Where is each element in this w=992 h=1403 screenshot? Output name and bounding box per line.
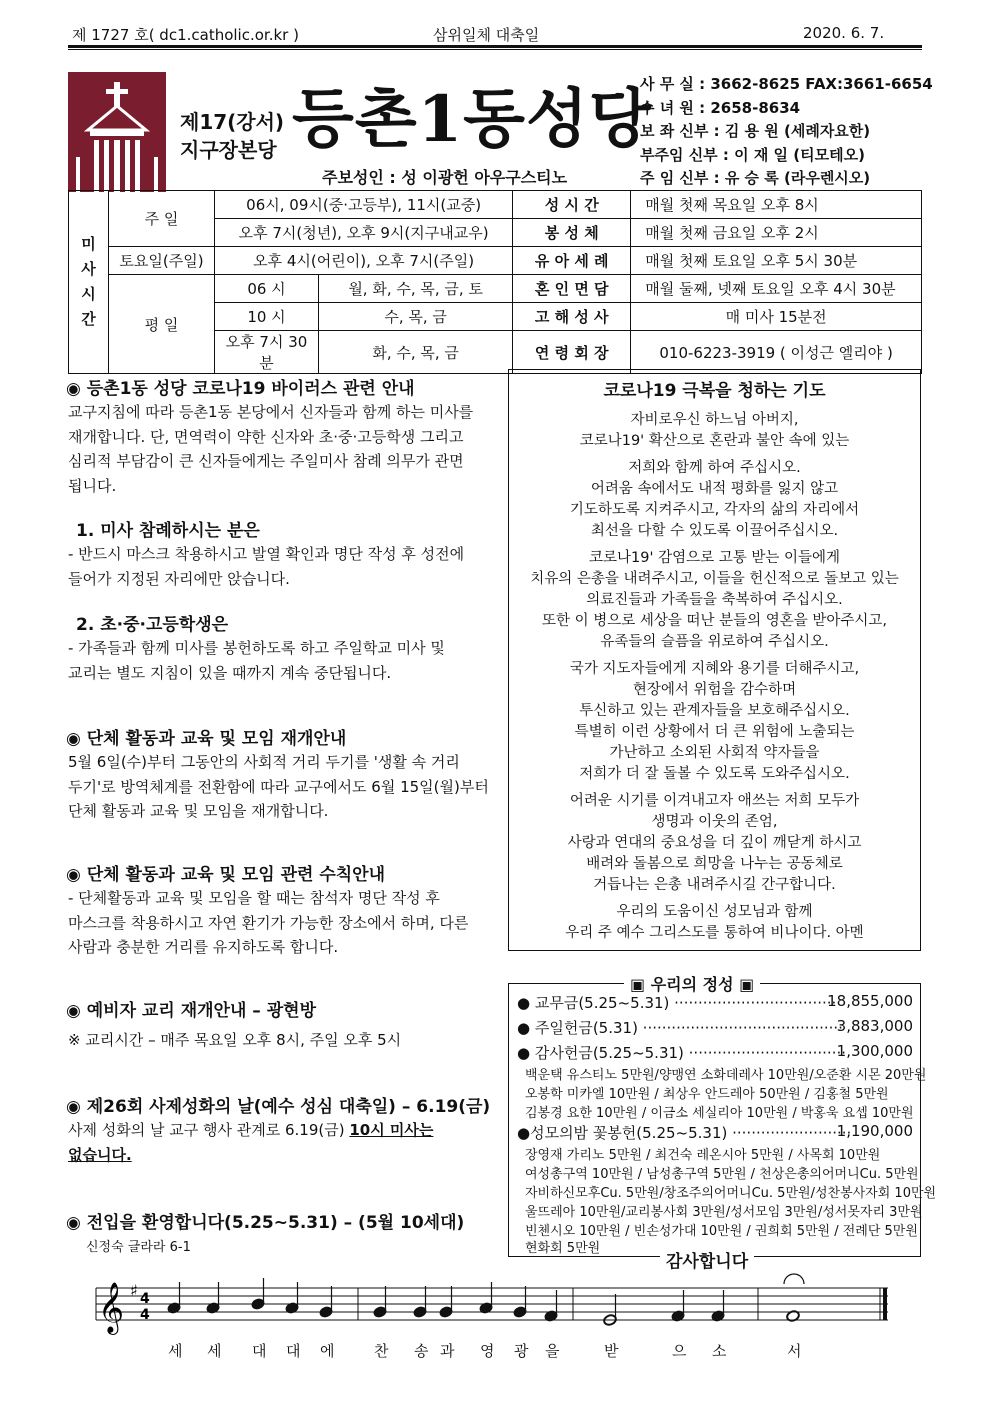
lyric-syllable: 과 xyxy=(440,1342,455,1360)
mass-time-label: 미 사 시 간 xyxy=(69,191,109,374)
saturday-label: 토요일(주일) xyxy=(109,247,215,275)
lyric-syllable: 송 xyxy=(414,1342,429,1360)
service-name: 고 해 성 사 xyxy=(513,303,631,331)
prayer-line: 코로나19' 확산으로 혼란과 불안 속에 있는 xyxy=(579,433,850,449)
service-detail: 매월 첫째 금요일 오후 2시 xyxy=(631,219,922,247)
lyric-syllable: 대 xyxy=(252,1342,267,1360)
feast-name: 삼위일체 대축일 xyxy=(433,26,540,44)
saturday-times: 오후 4시(어린이), 오후 7시(주일) xyxy=(215,247,513,275)
welcome-title: ◉ 전입을 환영합니다(5.25~5.31) – (5월 10세대) xyxy=(66,1213,465,1233)
rules-notice-title: ◉ 단체 활동과 교육 및 모임 관련 수칙안내 xyxy=(66,865,386,885)
prayer-line: 코로나19' 감염으로 고통 받는 이들에게 xyxy=(589,550,840,566)
catechumen-body: ※ 교리시간 – 매주 목요일 오후 8시, 주일 오후 5시 xyxy=(68,1031,402,1049)
issue-header xyxy=(68,22,922,46)
item2-body: - 가족들과 함께 미사를 봉헌하도록 하고 주일학교 미사 및 교리는 별도 지침이 있을 때까지 계속 중단됩니다. xyxy=(68,639,445,682)
flower-offering-detail: 빈첸시오 10만원 / 빈손성가대 10만원 / 권희회 5만원 / 전례단 5만원 xyxy=(525,1224,918,1239)
pastor: 주 임 신부 : 유 승 록 (라우렌시오) xyxy=(640,169,871,187)
service-name: 유 아 세 례 xyxy=(513,247,631,275)
assistant-priest: 보 좌 신부 : 김 용 원 (세례자요한) xyxy=(640,122,871,140)
fermata-icon xyxy=(784,1274,804,1284)
contact-info xyxy=(640,73,933,191)
lyric-syllable: 찬 xyxy=(374,1342,389,1360)
weekday-days: 화, 수, 목, 금 xyxy=(319,331,513,374)
svg-text:4: 4 xyxy=(140,1307,150,1323)
item1-title: 1. 미사 참례하시는 분은 xyxy=(76,521,260,541)
sharp-icon: ♯ xyxy=(130,1281,138,1300)
corona-notice-body: 교구지침에 따라 등촌1동 본당에서 신자들과 함께 하는 미사를 재개합니다. 단, 면역력이 약한 신자와 초·중·고등학생 그리고 심리적 부담감이 큰 신자들에게는 주일미사 참례 의무가 관면 됩니다. xyxy=(68,403,474,495)
welcome-body: 신정숙 글라라 6-1 xyxy=(86,1240,191,1255)
prayer-line: 어려운 시기를 이겨내고자 애쓰는 저희 모두가 xyxy=(569,793,860,809)
rules-notice-body: - 단체활동과 교육 및 모임을 할 때는 참석자 명단 작성 후 마스크를 착용하시고 자연 환기가 가능한 장소에서 하며, 다른 사람과 충분한 거리를 유지하도록 합니다. xyxy=(68,889,469,956)
prayer-line: 어려움 속에서도 내적 평화를 잃지 않고 xyxy=(590,481,839,497)
service-detail: 매월 첫째 토요일 오후 5시 30분 xyxy=(631,247,922,275)
weekday-days: 월, 화, 수, 목, 금, 토 xyxy=(319,275,513,303)
weekday-label: 평 일 xyxy=(109,275,215,374)
patron-saint: 주보성인 : 성 이광헌 아우구스티노 xyxy=(322,168,568,187)
header-rule-thin xyxy=(68,49,922,50)
lyric-syllable: 세 xyxy=(168,1342,183,1360)
lyric-syllable: 소 xyxy=(712,1342,727,1360)
mass-schedule-table xyxy=(68,190,922,374)
prayer-line: 거듭나는 은총 내려주시길 간구합니다. xyxy=(593,877,836,893)
priest-day-body: 사제 성화의 날 교구 행사 관계로 6.19(금) 10시 미사는 없습니다. xyxy=(68,1121,434,1164)
treble-clef-icon: 𝄞 xyxy=(98,1282,125,1333)
weekday-days: 수, 목, 금 xyxy=(319,303,513,331)
service-detail: 매월 첫째 목요일 오후 8시 xyxy=(631,191,922,219)
service-name: 혼 인 면 담 xyxy=(513,275,631,303)
offering-row: ● 주일헌금(5.31) ·········································· 3,883,000 xyxy=(517,1017,913,1037)
header-rule xyxy=(68,45,922,48)
lyric-syllable: 영 xyxy=(480,1342,495,1360)
prayer-line: 기도하도록 지켜주시고, 각자의 삶의 자리에서 xyxy=(569,502,860,518)
prayer-line: 유족들의 슬픔을 위로하여 주십시오. xyxy=(600,634,829,650)
prayer-line: 투신하고 있는 관계자들을 보호해주십시오. xyxy=(579,703,850,719)
offering-row: ● 감사헌금(5.25~5.31) ································· 1,300,000 xyxy=(517,1042,913,1062)
flower-offering-detail: 현화회 5만원 xyxy=(525,1241,601,1256)
church-name: 등촌1동성당 xyxy=(292,82,652,157)
prayer-line: 특별히 이런 상황에서 더 큰 위험에 노출되는 xyxy=(574,724,855,740)
music-staff-svg xyxy=(68,1270,922,1380)
district-label: 제17(강서) 지구장본당 xyxy=(180,110,285,162)
prayer-line: 치유의 은총을 내려주시고, 이들을 헌신적으로 돌보고 있는 xyxy=(530,571,899,587)
prayer-line: 최선을 다할 수 있도록 이끌어주십시오. xyxy=(590,523,839,539)
thanks-offering-detail: 백운택 유스티노 5만원/양맹연 소화데레사 10만원/오준환 시몬 20만원 xyxy=(525,1068,927,1083)
church-logo xyxy=(68,72,166,192)
catechumen-title: ◉ 예비자 교리 재개안내 – 광현방 xyxy=(66,1001,316,1021)
vice-priest: 부주임 신부 : 이 재 일 (티모테오) xyxy=(640,145,865,164)
prayer-line: 우리의 도움이신 성모님과 함께 xyxy=(616,904,813,920)
lyric-syllable: 서 xyxy=(787,1342,802,1360)
service-name: 봉 성 체 xyxy=(513,219,631,247)
thanks-offering-detail: 오봉학 미카엘 10만원 / 최상우 안드레아 50만원 / 김홍철 5만원 xyxy=(525,1087,889,1102)
music-staff xyxy=(68,1270,922,1380)
service-detail: 010-6223-3919 ( 이성근 엘리야 ) xyxy=(631,331,922,374)
prayer-line: 또한 이 병으로 세상을 떠난 분들의 영혼을 받아주시고, xyxy=(541,613,888,629)
sunday-times-2: 오후 7시(청년), 오후 9시(지구내교우) xyxy=(215,219,513,247)
weekday-time: 오후 7시 30분 xyxy=(215,331,319,374)
prayer-line: 현장에서 위험을 감수하며 xyxy=(632,682,797,698)
lyric-syllable: 대 xyxy=(286,1342,301,1360)
prayer-title: 코로나19 극복을 청하는 기도 xyxy=(603,381,826,401)
group-notice-title: ◉ 단체 활동과 교육 및 모임 재개안내 xyxy=(66,729,347,749)
prayer-line: 우리 주 예수 그리스도를 통하여 비나이다. 아멘 xyxy=(565,925,864,941)
service-detail: 매월 둘째, 넷째 토요일 오후 4시 30분 xyxy=(631,275,922,303)
weekday-time: 10 시 xyxy=(215,303,319,331)
prayer-line: 의료진들과 가족들을 축복하여 주십시오. xyxy=(586,592,843,608)
item2-title: 2. 초·중·고등학생은 xyxy=(76,615,229,635)
offering-title: ▣ 우리의 정성 ▣ xyxy=(624,972,760,995)
flower-offering-detail: 여성총구역 10만원 / 남성총구역 5만원 / 천상은총의어머니Cu. 5만원 xyxy=(525,1167,919,1182)
offering-row: ●성모의밤 꽃봉헌(5.25~5.31) ························· 1,190,000 xyxy=(517,1122,913,1142)
flower-offering-detail: 자비하신모후Cu. 5만원/창조주의어머니Cu. 5만원/성찬봉사자회 10만원 xyxy=(525,1186,937,1201)
prayer-line: 저희가 더 잘 돌볼 수 있도록 도와주십시오. xyxy=(579,766,850,782)
prayer-line: 자비로우신 하느님 아버지, xyxy=(630,412,799,428)
prayer-line: 저희와 함께 하여 주십시오. xyxy=(628,460,801,476)
thanks-label: 감사합니다 xyxy=(660,1247,754,1272)
prayer-box xyxy=(508,369,921,951)
church-logo-icon xyxy=(68,72,166,192)
flower-offering-detail: 울뜨레아 10만원/교리봉사회 3만원/성서모임 3만원/성서못자리 3만원 xyxy=(525,1205,923,1220)
lyric-syllable: 세 xyxy=(207,1342,222,1360)
office-phone: 사 무 실 : 3662-8625 FAX:3661-6654 xyxy=(640,75,933,93)
service-name: 연 령 회 장 xyxy=(513,331,631,374)
group-notice-body: 5월 6일(수)부터 그동안의 사회적 거리 두기를 '생활 속 거리 두기'로 방역체계를 전환함에 따라 교구에서도 6월 15일(월)부터 단체 활동과 교육 및 모임을 재개합니다. xyxy=(68,753,489,820)
sunday-times-1: 06시, 09시(중·고등부), 11시(교중) xyxy=(215,191,513,219)
prayer-line: 배려와 돌봄으로 희망을 나누는 공동체로 xyxy=(586,856,843,872)
issue-number: 제 1727 호( dc1.catholic.or.kr ) xyxy=(72,26,299,44)
offering-box xyxy=(508,975,937,1257)
lyric-syllable: 을 xyxy=(545,1342,560,1360)
lyric-syllable: 으 xyxy=(672,1342,687,1360)
prayer-line: 가난하고 소외된 사회적 약자들을 xyxy=(609,745,820,761)
lyric-syllable: 에 xyxy=(320,1342,335,1360)
item1-body: - 반드시 마스크 착용하시고 발열 확인과 명단 작성 후 성전에 들어가 지정된 자리에만 앉습니다. xyxy=(68,545,465,588)
prayer-line: 생명과 이웃의 존엄, xyxy=(651,814,778,830)
service-detail: 매 미사 15분전 xyxy=(631,303,922,331)
weekday-time: 06 시 xyxy=(215,275,319,303)
issue-date: 2020. 6. 7. xyxy=(803,24,885,42)
prayer-line: 사랑과 연대의 중요성을 더 깊이 깨닫게 하시고 xyxy=(567,835,862,851)
thanks-offering-detail: 김봉경 요한 10만원 / 이금소 세실리아 10만원 / 박홍욱 요셉 10만원 xyxy=(525,1106,914,1121)
lyric-syllable: 광 xyxy=(514,1342,529,1360)
sunday-label: 주 일 xyxy=(109,191,215,247)
prayer-line: 국가 지도자들에게 지혜와 용기를 더해주시고, xyxy=(569,661,860,677)
corona-notice-title: ◉ 등촌1동 성당 코로나19 바이러스 관련 안내 xyxy=(66,379,415,399)
flower-offering-detail: 장영재 가리노 5만원 / 최건숙 레온시아 5만원 / 사목회 10만원 xyxy=(525,1148,881,1163)
service-name: 성 시 간 xyxy=(513,191,631,219)
convent-phone: 수 녀 원 : 2658-8634 xyxy=(640,98,801,117)
offering-row: ● 교무금(5.25~5.31) ·································· 18,855,000 xyxy=(517,992,913,1012)
lyric-syllable: 받 xyxy=(604,1342,619,1360)
svg-text:4: 4 xyxy=(140,1291,150,1307)
priest-day-title: ◉ 제26회 사제성화의 날(예수 성심 대축일) – 6.19(금) xyxy=(66,1097,491,1117)
